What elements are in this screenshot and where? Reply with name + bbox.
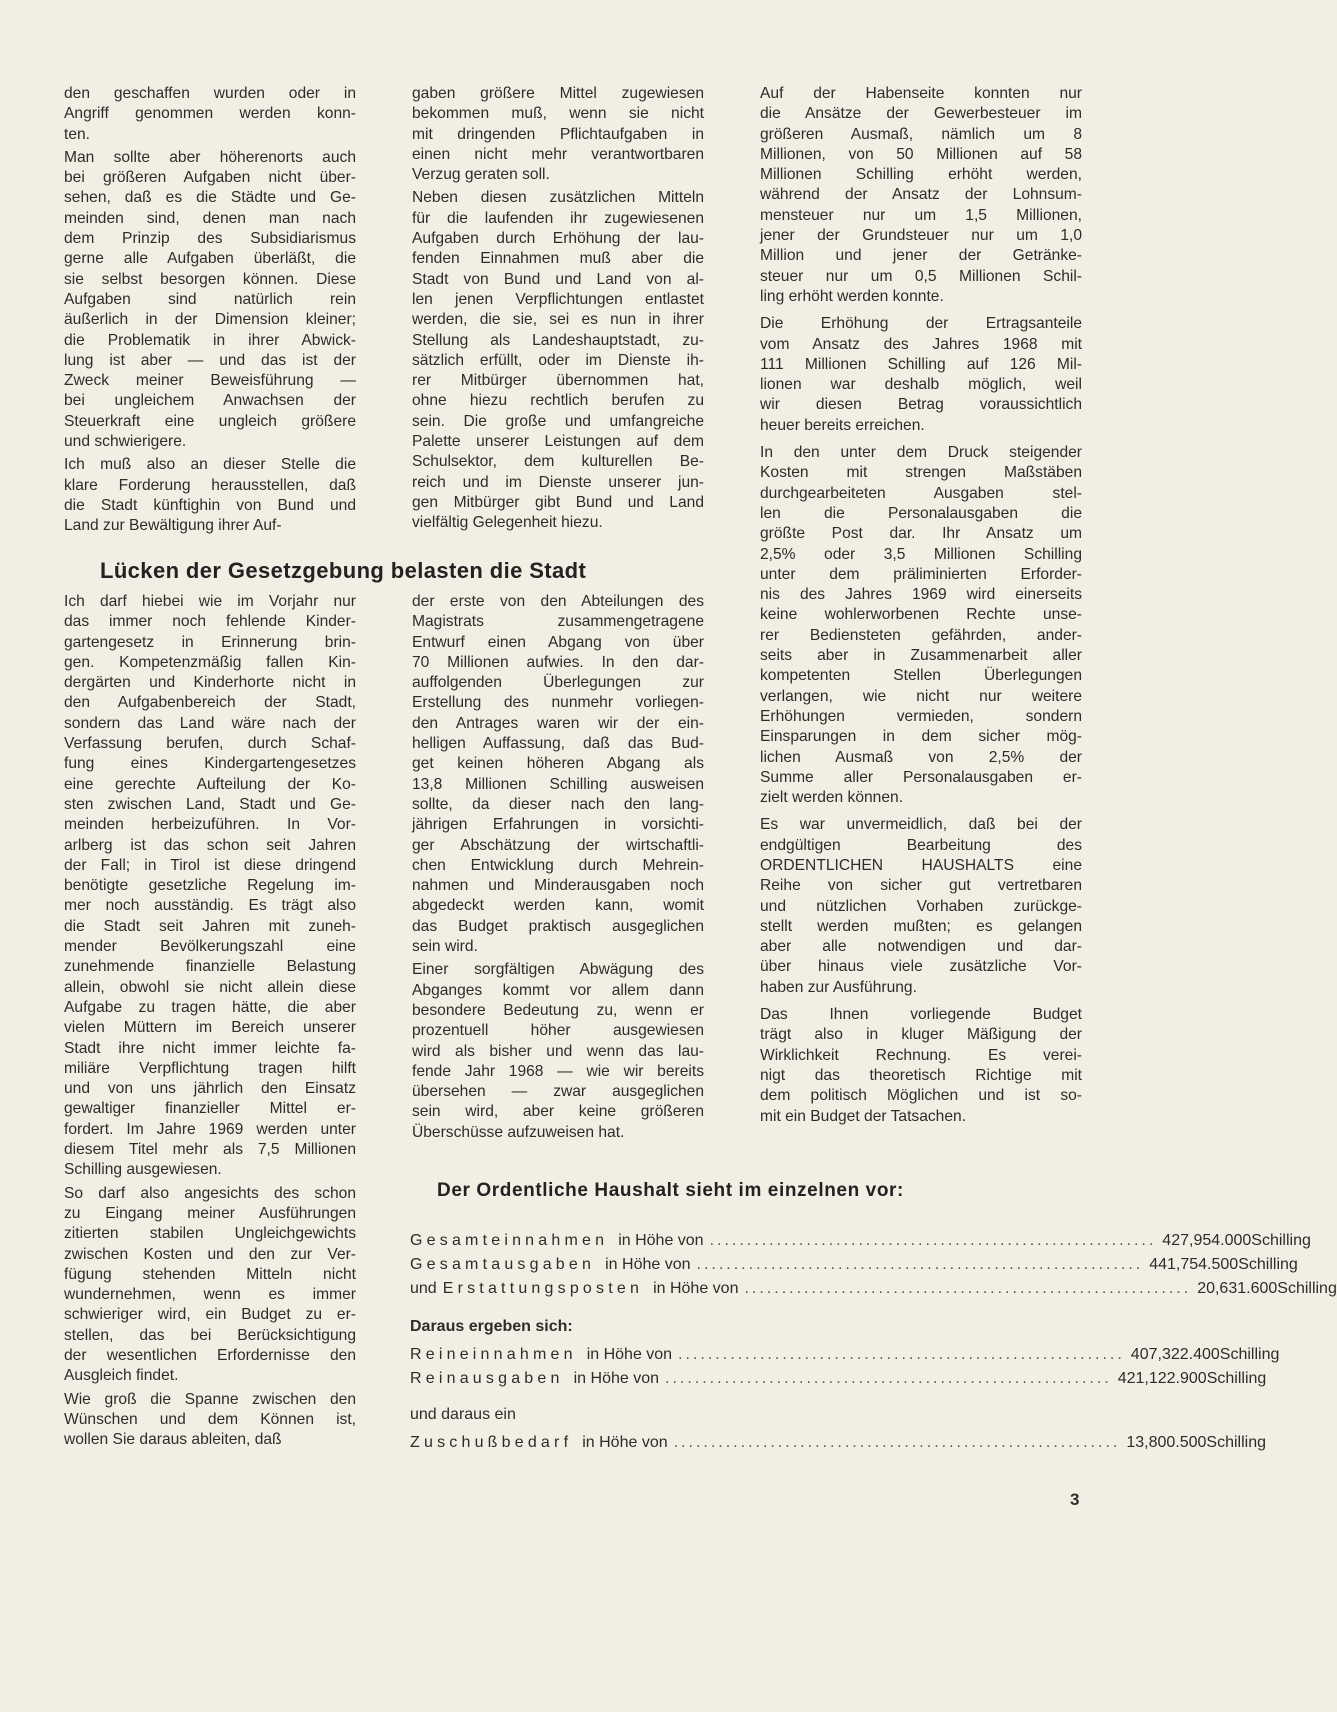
text-line: nis des Jahres 1969 wird einerseits bbox=[760, 586, 1082, 604]
text-line: über hinaus viele zusätzliche Vor- bbox=[760, 958, 1082, 976]
text-line: äußerlich in der Dimension kleiner; bbox=[64, 311, 356, 329]
text-line: fenden Einnahmen muß aber die bbox=[412, 250, 704, 268]
text-line: Verfassung berufen, durch Schaf- bbox=[64, 735, 356, 753]
row-in-hoehe-von: in Höhe von bbox=[586, 1346, 673, 1363]
text-line: ORDENTLICHEN HAUSHALTS eine bbox=[760, 856, 1082, 874]
text-line: sie selbst besorgen können. Diese bbox=[64, 270, 356, 288]
text-line: größeren Ausmaß, nämlich um 8 bbox=[760, 125, 1082, 143]
budget-row bbox=[410, 1232, 1311, 1254]
row-label: Gesamteinnahmen bbox=[410, 1232, 609, 1249]
text-line: dergärten und Kinderhorte nicht in bbox=[64, 674, 356, 692]
text-line: len die Personalausgaben die bbox=[760, 504, 1082, 522]
text-line: größte Post dar. Ihr Ansatz um bbox=[760, 525, 1082, 543]
text-line: sollte, da dieser nach den lang- bbox=[412, 795, 704, 813]
text-line: rer Mitbürger übernommen hat, bbox=[412, 372, 704, 390]
text-line: Das Ihnen vorliegende Budget bbox=[760, 1006, 1082, 1024]
text-line: nahmen und Minderausgaben noch bbox=[412, 877, 704, 895]
text-line: allein, obwohl sie nicht allein diese bbox=[64, 978, 356, 996]
row-currency: Schilling bbox=[1251, 1232, 1311, 1249]
paragraph bbox=[64, 1184, 356, 1387]
text-line: der wesentlichen Erfordernisse den bbox=[64, 1346, 356, 1364]
paragraph bbox=[412, 84, 704, 185]
row-amount: 421,122.900 bbox=[1117, 1370, 1207, 1387]
budget-row bbox=[410, 1256, 1298, 1278]
text-line: zu Eingang meiner Ausführungen bbox=[64, 1204, 356, 1222]
row-in-hoehe-von: in Höhe von bbox=[573, 1370, 659, 1387]
column-1-top bbox=[64, 84, 356, 540]
text-line: bei größeren Aufgaben nicht über- bbox=[64, 169, 356, 187]
text-line: meinden herbeizuführen. In Vor- bbox=[64, 816, 356, 834]
column-3 bbox=[760, 84, 1082, 1134]
text-line: Abganges kommt vor allem dann bbox=[412, 981, 704, 999]
text-line: unter dem präliminierten Erforder- bbox=[760, 565, 1082, 583]
text-line: benötigte gesetzliche Regelung im- bbox=[64, 877, 356, 895]
text-line: 2,5% oder 3,5 Millionen Schilling bbox=[760, 545, 1082, 563]
page-number: 3 bbox=[1070, 1490, 1080, 1509]
text-line: Einer sorgfältigen Abwägung des bbox=[412, 961, 704, 979]
text-line: fende Jahr 1968 — wie wir bereits bbox=[412, 1062, 704, 1080]
text-line: gaben größere Mittel zugewiesen bbox=[412, 85, 704, 102]
text-line: klare Forderung herausstellen, daß bbox=[64, 476, 356, 494]
text-line: kompetenten Stellen Überlegungen bbox=[760, 667, 1082, 685]
text-line: Aufgaben sind natürlich rein bbox=[64, 290, 356, 308]
text-line: reich und im Dienste unserer jun- bbox=[412, 473, 704, 491]
text-line: wundernehmen, wenn es immer bbox=[64, 1286, 356, 1304]
text-line: Schulsektor, dem kulturellen Be- bbox=[412, 453, 704, 471]
text-line: Kosten mit strengen Maßstäben bbox=[760, 464, 1082, 482]
paragraph bbox=[412, 188, 704, 533]
text-line: sätzlich erfüllt, oder im Dienste ih- bbox=[412, 351, 704, 369]
row-currency: Schilling bbox=[1206, 1434, 1266, 1451]
text-line: fordert. Im Jahre 1969 werden unter bbox=[64, 1120, 356, 1138]
text-line: abgedeckt werden kann, womit bbox=[412, 897, 704, 915]
text-line: sondern das Land wäre nach der bbox=[64, 714, 356, 732]
row-in-hoehe-von: in Höhe von bbox=[582, 1434, 668, 1451]
text-line: diesem Titel mehr als 7,5 Millionen bbox=[64, 1141, 356, 1159]
budget-row bbox=[410, 1434, 1266, 1456]
text-line: Steuerkraft eine ungleich größere bbox=[64, 412, 356, 430]
text-line: Millionen, von 50 Millionen auf 58 bbox=[760, 145, 1082, 163]
text-line: ohne hiezu rechtlich berufen zu bbox=[412, 392, 704, 410]
text-line: get keinen höheren Abgang als bbox=[412, 755, 704, 773]
text-line: ten. bbox=[64, 125, 91, 143]
text-line: ger Abschätzung der wirtschaftli- bbox=[412, 836, 704, 854]
text-line: Ausgleich findet. bbox=[64, 1367, 179, 1385]
text-line: Neben diesen zusätzlichen Mitteln bbox=[412, 189, 704, 207]
row-amount: 427,954.000 bbox=[1162, 1232, 1252, 1249]
text-line: den Aufgabenbereich der Stadt, bbox=[64, 694, 356, 712]
text-line: Wünschen und dem Können ist, bbox=[64, 1410, 356, 1428]
text-line: jährigen Erfahrungen in vorsichti- bbox=[412, 816, 704, 834]
row-label: Zuschußbedarf bbox=[410, 1434, 573, 1451]
text-line: dem Prinzip des Subsidiarismus bbox=[64, 230, 356, 248]
text-line: vielen Müttern im Bereich unserer bbox=[64, 1019, 356, 1037]
text-line: gen. Kompetenzmäßig fallen Kin- bbox=[64, 653, 356, 671]
paragraph bbox=[64, 455, 356, 536]
row-currency: Schilling bbox=[1238, 1256, 1298, 1273]
row-in-hoehe-von: in Höhe von bbox=[605, 1256, 691, 1273]
text-line: gewaltiger finanzieller Mittel er- bbox=[64, 1100, 356, 1118]
text-line: Ich darf hiebei wie im Vorjahr nur bbox=[64, 593, 356, 610]
text-line: jener der Grundsteuer nur um 1,0 bbox=[760, 227, 1082, 245]
text-line: Ich muß also an dieser Stelle die bbox=[64, 456, 356, 474]
budget-row bbox=[410, 1346, 1280, 1368]
text-line: keine wohlerworbenen Rechte unse- bbox=[760, 606, 1082, 624]
text-line: Aufgaben durch Erhöhung der lau- bbox=[412, 230, 704, 248]
paragraph bbox=[760, 443, 1082, 808]
text-line: rer Bediensteten gefährden, ander- bbox=[760, 626, 1082, 644]
text-line: das immer noch fehlende Kinder- bbox=[64, 613, 356, 631]
text-line: mer noch ausständig. Es trägt also bbox=[64, 897, 356, 915]
text-line: Es war unvermeidlich, daß bei der bbox=[760, 816, 1082, 834]
text-line: der Fall; in Tirol ist diese dringend bbox=[64, 856, 356, 874]
leader-dots: ............................................................ bbox=[709, 1232, 1157, 1249]
text-line: Zweck meiner Beweisführung — bbox=[64, 372, 356, 390]
text-line: einen nicht mehr verantwortbaren bbox=[412, 145, 704, 163]
paragraph bbox=[760, 815, 1082, 998]
text-line: miliäre Verpflichtung tragen hilft bbox=[64, 1059, 356, 1077]
text-line: vom Ansatz des Jahres 1968 mit bbox=[760, 335, 1082, 353]
paragraph bbox=[760, 84, 1082, 307]
leader-dots: ............................................................ bbox=[696, 1256, 1144, 1273]
text-line: sein. Die große und umfangreiche bbox=[412, 412, 704, 430]
text-line: sein wird. bbox=[412, 938, 478, 956]
text-line: Wirklichkeit Rechnung. Es verei- bbox=[760, 1046, 1082, 1064]
text-line: mit ein Budget der Tatsachen. bbox=[760, 1107, 967, 1125]
text-line: auffolgenden Überlegungen zur bbox=[412, 674, 704, 692]
row-label: Gesamtausgaben bbox=[410, 1256, 596, 1273]
text-line: Schilling ausgewiesen. bbox=[64, 1161, 222, 1179]
text-line: vielfältig Gelegenheit hiezu. bbox=[412, 514, 603, 532]
text-line: und von uns jährlich den Einsatz bbox=[64, 1080, 356, 1098]
text-line: während der Ansatz der Lohnsum- bbox=[760, 186, 1082, 204]
text-line: Erhöhungen vermieden, sondern bbox=[760, 707, 1082, 725]
text-line: Stadt von Bund und Land von al- bbox=[412, 270, 704, 288]
row-label: Reinausgaben bbox=[410, 1370, 564, 1387]
text-line: Man sollte aber höherenorts auch bbox=[64, 148, 356, 166]
text-line: Die Erhöhung der Ertragsanteile bbox=[760, 315, 1082, 333]
text-line: verlangen, wie nicht nur weitere bbox=[760, 687, 1082, 705]
text-line: Einsparungen in dem sicher mög- bbox=[760, 728, 1082, 746]
text-line: durchgearbeiteten Ausgaben stel- bbox=[760, 484, 1082, 502]
text-line: endgültigen Bearbeitung des bbox=[760, 836, 1082, 854]
text-line: lung ist aber — und das ist der bbox=[64, 351, 356, 369]
text-line: Summe aller Personalausgaben er- bbox=[760, 768, 1082, 786]
text-line: lionen war deshalb möglich, weil bbox=[760, 376, 1082, 394]
row-amount: 20,631.600 bbox=[1197, 1280, 1278, 1297]
text-line: wird als bisher und wenn das lau- bbox=[412, 1042, 704, 1060]
text-line: ling erhöht werden konnte. bbox=[760, 287, 944, 305]
text-line: mensteuer nur um 1,5 Millionen, bbox=[760, 206, 1082, 224]
text-line: mit dringenden Pflichtaufgaben in bbox=[412, 125, 704, 143]
text-line: Aufgabe zu tragen hätte, die aber bbox=[64, 998, 356, 1016]
text-line: die Stadt künftighin von Bund und bbox=[64, 496, 356, 514]
text-line: 111 Millionen Schilling auf 126 Mil- bbox=[760, 355, 1082, 373]
budget-subheading: Daraus ergeben sich: bbox=[410, 1318, 573, 1335]
text-line: sten zwischen Land, Stadt und Ge- bbox=[64, 795, 356, 813]
text-line: Entwurf einen Abgang von über bbox=[412, 633, 704, 651]
text-line: steuer nur um 0,5 Millionen Schil- bbox=[760, 267, 1082, 285]
text-line: heuer bereits erreichen. bbox=[760, 416, 925, 434]
text-line: Stellung als Landeshauptstadt, zu- bbox=[412, 331, 704, 349]
text-line: schwieriger wird, ein Budget zu er- bbox=[64, 1306, 356, 1324]
paragraph bbox=[64, 84, 356, 145]
paragraph bbox=[64, 148, 356, 452]
text-line: dem politisch Möglichen und ist so- bbox=[760, 1087, 1082, 1105]
text-line: der erste von den Abteilungen des bbox=[412, 593, 704, 610]
text-line: Reihe von sicher gut vertretbaren bbox=[760, 877, 1082, 895]
text-line: stellen, das bei Berücksichtigung bbox=[64, 1326, 356, 1344]
text-line: bei ungleichem Anwachsen der bbox=[64, 392, 356, 410]
text-line: Wie groß die Spanne zwischen den bbox=[64, 1390, 356, 1408]
text-line: wollen Sie daraus ableiten, daß bbox=[64, 1431, 282, 1449]
leader-dots: ............................................................ bbox=[665, 1370, 1112, 1387]
section-heading: Lücken der Gesetzgebung belasten die Stadt bbox=[100, 558, 587, 583]
row-prefix: und bbox=[410, 1280, 437, 1297]
text-line: den Antrages waren wir der ein- bbox=[412, 714, 704, 732]
text-line: die Stadt seit Jahren mit zuneh- bbox=[64, 917, 356, 935]
leader-dots: ............................................................ bbox=[673, 1434, 1121, 1451]
row-amount: 441,754.500 bbox=[1149, 1256, 1239, 1273]
budget-heading: Der Ordentliche Haushalt sieht im einzelnen vor: bbox=[437, 1180, 904, 1201]
text-line: und schwierigere. bbox=[64, 433, 187, 451]
text-line: übersehen — zwar ausgeglichen bbox=[412, 1083, 704, 1101]
text-line: haben zur Ausführung. bbox=[760, 978, 917, 996]
text-line: Land zur Bewältigung ihrer Auf- bbox=[64, 517, 282, 535]
row-currency: Schilling bbox=[1219, 1346, 1280, 1363]
text-line: nigt das theoretisch Richtige mit bbox=[760, 1066, 1082, 1084]
text-line: fügung stehenden Mitteln nicht bbox=[64, 1265, 356, 1283]
text-line: fung eines Kindergartengesetzes bbox=[64, 755, 356, 773]
text-line: lichen Ausmaß von 2,5% der bbox=[760, 748, 1082, 766]
text-line: wir diesen Betrag voraussichtlich bbox=[760, 396, 1082, 414]
text-line: Angriff genommen werden konn- bbox=[64, 105, 356, 123]
text-line: seits aber in Zusammenarbeit aller bbox=[760, 647, 1082, 665]
text-line: eine gerechte Aufteilung der Ko- bbox=[64, 775, 356, 793]
text-line: bekommen muß, wenn sie nicht bbox=[412, 105, 704, 123]
budget-row bbox=[410, 1370, 1267, 1392]
paragraph bbox=[64, 1390, 356, 1451]
text-line: 13,8 Millionen Schilling ausweisen bbox=[412, 775, 704, 793]
text-line: Magistrats zusammengetragene bbox=[412, 613, 704, 631]
text-line: stellt werden mußten; es gelangen bbox=[760, 917, 1082, 935]
text-line: trägt also in kluger Mäßigung der bbox=[760, 1026, 1082, 1044]
text-line: und nützlichen Vorhaben zurückge- bbox=[760, 897, 1082, 915]
row-in-hoehe-von: in Höhe von bbox=[618, 1232, 704, 1249]
text-line: gen Mitbürger gibt Bund und Land bbox=[412, 493, 704, 511]
text-line: helligen Auffassung, daß das Bud- bbox=[412, 735, 704, 753]
text-line: chen Entwicklung durch Mehrein- bbox=[412, 856, 704, 874]
column-1-bottom bbox=[64, 592, 356, 1453]
column-2-top bbox=[412, 84, 704, 537]
text-line: gartengesetz in Erinnerung brin- bbox=[64, 633, 356, 651]
text-line: zielt werden können. bbox=[760, 789, 904, 807]
text-line: für die laufenden ihr zugewiesenen bbox=[412, 209, 704, 227]
text-line: Millionen Schilling erhöht werden, bbox=[760, 166, 1082, 184]
text-line: das Budget praktisch ausgeglichen bbox=[412, 917, 704, 935]
text-line: Verzug geraten soll. bbox=[412, 166, 550, 184]
text-line: die Problematik in ihrer Abwick- bbox=[64, 331, 356, 349]
text-line: meinden sind, denen man nach bbox=[64, 209, 356, 227]
text-line: So darf also angesichts des schon bbox=[64, 1184, 356, 1202]
text-line: In den unter dem Druck steigender bbox=[760, 444, 1082, 462]
text-line: Million und jener der Getränke- bbox=[760, 247, 1082, 265]
column-2-bottom bbox=[412, 592, 704, 1146]
text-line: besondere Bedeutung zu, wenn er bbox=[412, 1001, 704, 1019]
text-line: Überschüsse aufzuweisen hat. bbox=[412, 1123, 625, 1141]
row-amount: 13,800.500 bbox=[1126, 1434, 1207, 1451]
text-line: len jenen Verpflichtungen entlastet bbox=[412, 290, 704, 308]
row-in-hoehe-von: in Höhe von bbox=[653, 1280, 739, 1297]
text-line: zitierten stabilen Ungleichgewichts bbox=[64, 1225, 356, 1243]
text-line: Palette unserer Leistungen auf dem bbox=[412, 433, 704, 451]
text-line: arlberg ist das schon seit Jahren bbox=[64, 836, 356, 854]
text-line: mender Bevölkerungszahl eine bbox=[64, 938, 356, 956]
text-line: den geschaffen wurden oder in bbox=[64, 85, 356, 102]
paragraph bbox=[412, 960, 704, 1143]
row-currency: Schilling bbox=[1206, 1370, 1267, 1387]
text-line: Auf der Habenseite konnten nur bbox=[760, 85, 1082, 102]
paragraph bbox=[64, 592, 356, 1181]
text-line: die Ansätze der Gewerbesteuer im bbox=[760, 105, 1082, 123]
text-line: Stadt ihre nicht immer leichte fa- bbox=[64, 1039, 356, 1057]
text-line: zwischen Kosten und den zur Ver- bbox=[64, 1245, 356, 1263]
text-line: gerne alle Aufgaben überläßt, die bbox=[64, 250, 356, 268]
text-line: Erstellung des nunmehr vorliegen- bbox=[412, 694, 704, 712]
leader-dots: ............................................................ bbox=[744, 1280, 1192, 1297]
row-label: Reineinnahmen bbox=[410, 1346, 577, 1363]
row-currency: Schilling bbox=[1277, 1280, 1337, 1297]
row-label: Erstattungsposten bbox=[442, 1280, 644, 1297]
paragraph bbox=[760, 1005, 1082, 1127]
paragraph bbox=[412, 592, 704, 957]
text-line: aber alle notwendigen und dar- bbox=[760, 938, 1082, 956]
leader-dots: ............................................................ bbox=[678, 1346, 1125, 1363]
budget-connector: und daraus ein bbox=[410, 1406, 516, 1423]
row-amount: 407,322.400 bbox=[1130, 1346, 1220, 1363]
text-line: sein wird, aber keine größeren bbox=[412, 1103, 704, 1121]
text-line: prozentuell höher ausgewiesen bbox=[412, 1022, 704, 1040]
text-line: zunehmende finanzielle Belastung bbox=[64, 958, 356, 976]
text-line: sehen, daß es die Städte und Ge- bbox=[64, 189, 356, 207]
text-line: 70 Millionen aufwies. In den dar- bbox=[412, 653, 704, 671]
text-line: werden, die sie, sei es nun in ihrer bbox=[412, 311, 704, 329]
budget-row bbox=[410, 1280, 1337, 1302]
paragraph bbox=[760, 314, 1082, 436]
